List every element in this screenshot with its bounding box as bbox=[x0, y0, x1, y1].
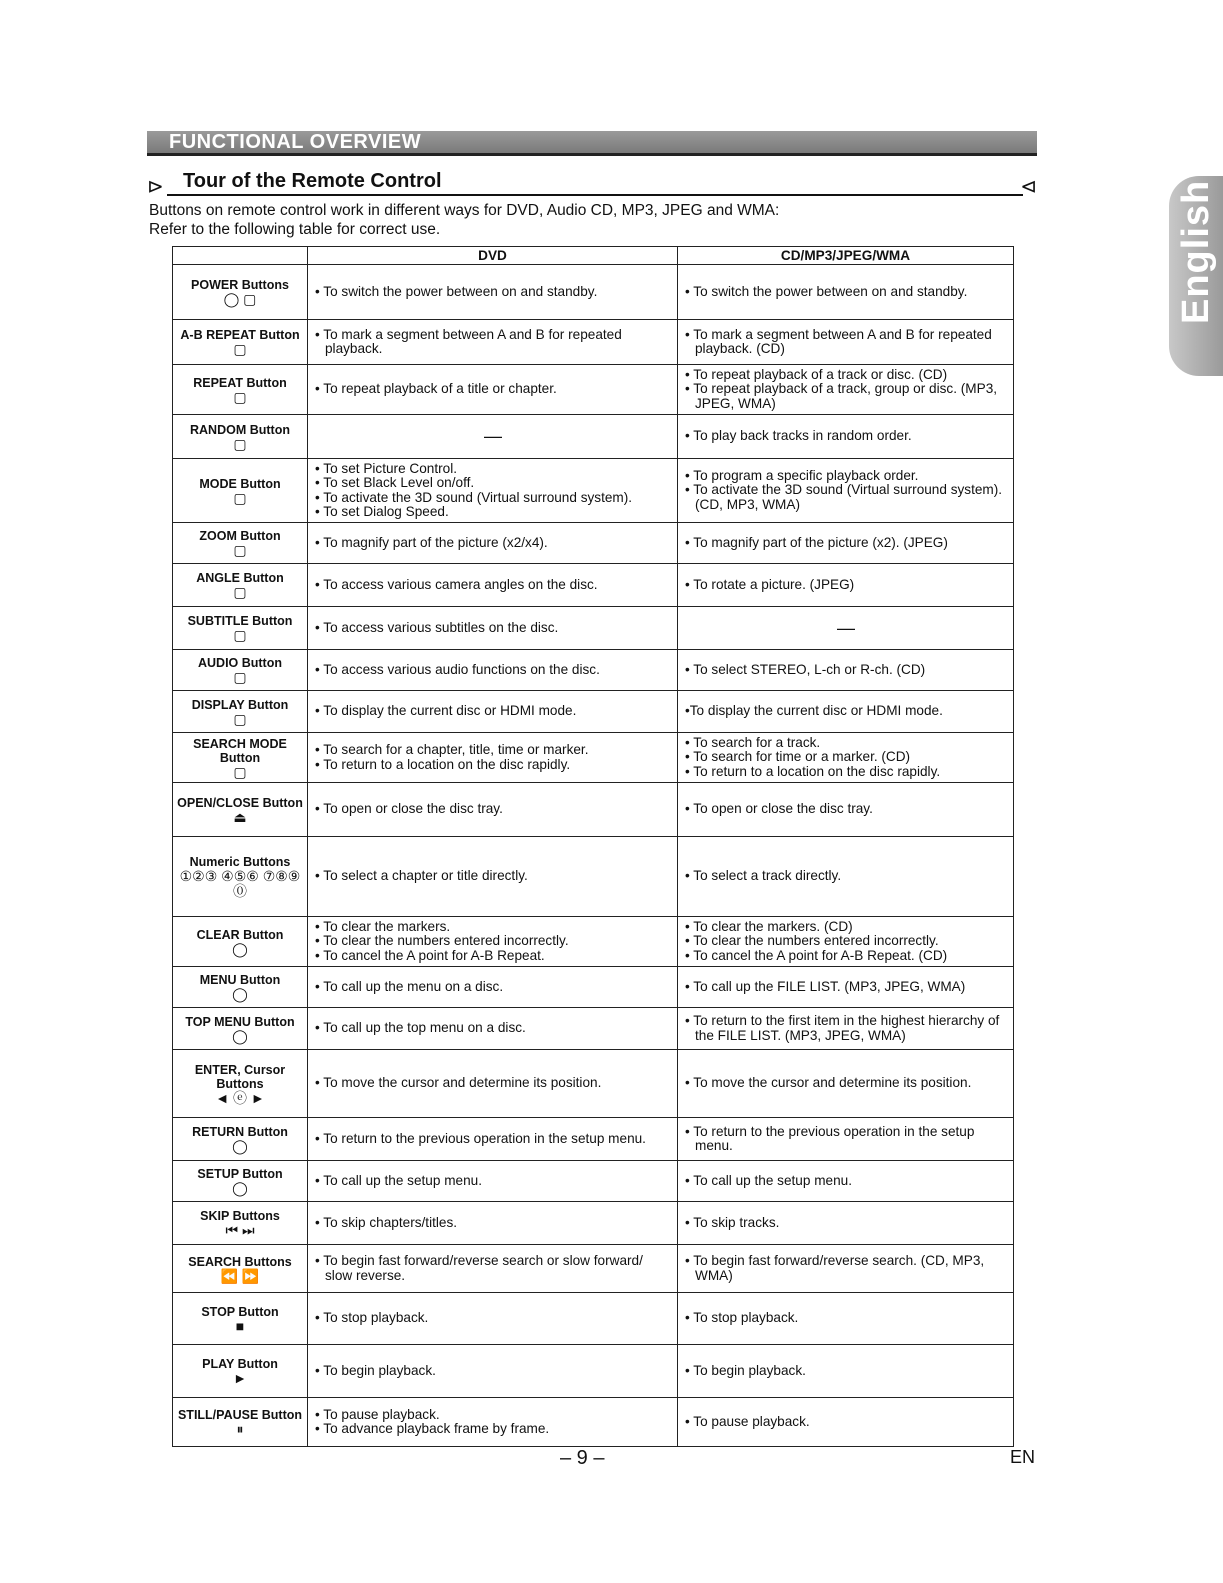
button-cell bbox=[173, 564, 308, 607]
function-line: • To select a track directly. bbox=[685, 868, 842, 884]
dvd-function-cell bbox=[308, 1245, 678, 1293]
function-line: • To clear the markers. (CD) bbox=[685, 918, 853, 934]
not-applicable-dash: — bbox=[837, 617, 855, 638]
function-line: • To begin fast forward/reverse search. (CD, MP3, WMA) bbox=[685, 1253, 985, 1283]
table-row bbox=[173, 783, 1014, 837]
function-line: • To clear the markers. bbox=[315, 918, 451, 934]
table-row bbox=[173, 1202, 1014, 1245]
cd-function-cell bbox=[678, 1398, 1014, 1447]
title-underline bbox=[167, 194, 1023, 196]
button-cell bbox=[173, 320, 308, 365]
button-cell bbox=[173, 1202, 308, 1245]
cd-function-cell bbox=[678, 1161, 1014, 1202]
dvd-function-cell bbox=[308, 564, 678, 607]
cd-function-cell bbox=[678, 607, 1014, 650]
function-line: • To return to a location on the disc rapidly. bbox=[685, 763, 941, 779]
function-line: • To clear the numbers entered incorrectly. bbox=[315, 933, 569, 949]
header-cd: CD/MP3/JPEG/WMA bbox=[678, 247, 1014, 265]
table-row bbox=[173, 459, 1014, 523]
intro-text bbox=[149, 201, 779, 239]
button-cell bbox=[173, 691, 308, 733]
button-name: REPEAT Button bbox=[193, 375, 287, 390]
table-row bbox=[173, 733, 1014, 783]
function-line: • To program a specific playback order. bbox=[685, 467, 919, 483]
cd-function-cell bbox=[678, 265, 1014, 320]
button-name: MODE Button bbox=[199, 476, 281, 491]
cd-function-cell bbox=[678, 733, 1014, 783]
dvd-function-cell bbox=[308, 1398, 678, 1447]
table-row bbox=[173, 1398, 1014, 1447]
dvd-function-cell bbox=[308, 365, 678, 415]
table-row bbox=[173, 1345, 1014, 1398]
function-line: • To return to a location on the disc rapidly. bbox=[315, 756, 571, 772]
function-line: • To search for a track. bbox=[685, 734, 821, 750]
function-line: • To call up the top menu on a disc. bbox=[315, 1020, 526, 1036]
cd-function-cell bbox=[678, 783, 1014, 837]
button-cell bbox=[173, 1050, 308, 1118]
table-row bbox=[173, 1118, 1014, 1161]
dvd-function-cell bbox=[308, 459, 678, 523]
dvd-function-cell bbox=[308, 320, 678, 365]
dvd-function-cell bbox=[308, 1293, 678, 1345]
function-line: • To skip chapters/titles. bbox=[315, 1214, 458, 1230]
table-row bbox=[173, 650, 1014, 691]
function-line: • To pause playback. bbox=[685, 1413, 810, 1429]
remote-button-icon: ▢ bbox=[233, 763, 247, 780]
button-name: SEARCH MODE Button bbox=[193, 736, 287, 765]
function-line: • To stop playback. bbox=[315, 1310, 429, 1326]
button-cell bbox=[173, 650, 308, 691]
remote-button-icon: ⏸ bbox=[236, 1421, 244, 1437]
language-code: EN bbox=[1010, 1447, 1036, 1467]
button-cell bbox=[173, 265, 308, 320]
table-row bbox=[173, 837, 1014, 917]
function-line: • To set Black Level on/off. bbox=[315, 475, 475, 490]
cd-function-cell bbox=[678, 365, 1014, 415]
button-name: ZOOM Button bbox=[199, 529, 281, 543]
function-line: • To select STEREO, L-ch or R-ch. (CD) bbox=[685, 661, 926, 677]
function-line: • To set Picture Control. bbox=[315, 460, 458, 476]
subsection-header bbox=[147, 172, 1037, 198]
remote-button-icon: ◯ ▢ bbox=[223, 291, 257, 307]
function-line: • To activate the 3D sound (Virtual surround system). (CD, MP3, WMA) bbox=[685, 482, 1003, 512]
dvd-function-cell bbox=[308, 691, 678, 733]
function-line: • To rotate a picture. (JPEG) bbox=[685, 576, 855, 592]
table-row bbox=[173, 365, 1014, 415]
dvd-function-cell bbox=[308, 837, 678, 917]
function-line: • To advance playback frame by frame. bbox=[315, 1421, 550, 1436]
button-cell bbox=[173, 837, 308, 917]
table-row bbox=[173, 320, 1014, 365]
header-dvd: DVD bbox=[308, 247, 678, 265]
button-name: STOP Button bbox=[201, 1304, 279, 1319]
button-name: Numeric Buttons bbox=[189, 855, 291, 869]
remote-button-icon: ①②③ ④⑤⑥ ⑦⑧⑨ ⓪ bbox=[179, 868, 301, 899]
remote-button-icon: ▢ bbox=[233, 710, 247, 727]
function-line: • To skip tracks. bbox=[685, 1214, 780, 1230]
table-row bbox=[173, 917, 1014, 967]
button-name: OPEN/CLOSE Button bbox=[177, 795, 303, 810]
function-line: • To open or close the disc tray. bbox=[685, 801, 873, 817]
table-row bbox=[173, 607, 1014, 650]
function-line: • To return to the previous operation in the setup menu. bbox=[315, 1130, 646, 1146]
dvd-function-cell bbox=[308, 1118, 678, 1161]
button-cell bbox=[173, 733, 308, 783]
remote-button-icon: ▢ bbox=[233, 542, 247, 558]
dvd-function-cell bbox=[308, 650, 678, 691]
remote-button-icon: ◄ ⓔ ► bbox=[215, 1089, 265, 1106]
button-cell bbox=[173, 1008, 308, 1050]
function-line: • To magnify part of the picture (x2/x4). bbox=[315, 534, 548, 550]
cd-function-cell bbox=[678, 1245, 1014, 1293]
cd-function-cell bbox=[678, 967, 1014, 1008]
table-row bbox=[173, 691, 1014, 733]
subsection-title: Tour of the Remote Control bbox=[183, 170, 442, 192]
cd-function-cell bbox=[678, 1118, 1014, 1161]
remote-button-icon: ◯ bbox=[232, 1027, 248, 1044]
function-line: • To search for a chapter, title, time or marker. bbox=[315, 742, 589, 757]
function-line: • To switch the power between on and standby. bbox=[315, 283, 598, 299]
button-name: SKIP Buttons bbox=[200, 1209, 280, 1223]
function-line: • To display the current disc or HDMI mode. bbox=[315, 703, 577, 719]
table-row bbox=[173, 967, 1014, 1008]
table-body bbox=[173, 265, 1014, 1447]
function-line: • To call up the setup menu. bbox=[315, 1172, 482, 1188]
function-line: • To switch the power between on and standby. bbox=[685, 283, 968, 299]
function-line: • To access various camera angles on the disc. bbox=[315, 576, 598, 592]
remote-button-icon: ⏏ bbox=[233, 808, 247, 825]
function-line: • To access various audio functions on the disc. bbox=[315, 661, 600, 677]
function-line: • To cancel the A point for A-B Repeat. (CD) bbox=[685, 947, 948, 963]
cd-function-cell bbox=[678, 564, 1014, 607]
dvd-function-cell bbox=[308, 1161, 678, 1202]
button-name: POWER Buttons bbox=[191, 278, 289, 292]
dvd-function-cell bbox=[308, 967, 678, 1008]
function-line: • To mark a segment between A and B for repeated playback. bbox=[315, 326, 622, 356]
dvd-function-cell bbox=[308, 1345, 678, 1398]
button-cell bbox=[173, 1245, 308, 1293]
remote-button-icon: ◯ bbox=[232, 1138, 248, 1154]
button-cell bbox=[173, 523, 308, 564]
button-name: TOP MENU Button bbox=[185, 1014, 295, 1029]
button-cell bbox=[173, 1345, 308, 1398]
dvd-function-cell bbox=[308, 265, 678, 320]
function-line: • To pause playback. bbox=[315, 1406, 440, 1422]
cd-function-cell bbox=[678, 1293, 1014, 1345]
button-name: SEARCH Buttons bbox=[188, 1254, 292, 1269]
language-tab bbox=[1169, 176, 1223, 376]
button-name: ENTER, Cursor Buttons bbox=[194, 1062, 286, 1091]
remote-button-icon: ▢ bbox=[233, 435, 247, 452]
button-name: SUBTITLE Button bbox=[187, 614, 293, 628]
dvd-function-cell bbox=[308, 1202, 678, 1245]
function-line: • To clear the numbers entered incorrectly. bbox=[685, 933, 939, 949]
function-line: • To begin playback. bbox=[315, 1362, 436, 1378]
remote-button-icon: ⏮ ⏭ bbox=[225, 1222, 255, 1238]
table-row bbox=[173, 415, 1014, 459]
cd-function-cell bbox=[678, 1008, 1014, 1050]
function-line: • To repeat playback of a track or disc. (CD) bbox=[685, 366, 948, 382]
cd-function-cell bbox=[678, 523, 1014, 564]
button-name: CLEAR Button bbox=[196, 927, 284, 942]
button-name: SETUP Button bbox=[197, 1167, 283, 1181]
button-name: DISPLAY Button bbox=[191, 697, 289, 712]
button-name: AUDIO Button bbox=[197, 656, 282, 670]
remote-button-icon: ◯ bbox=[232, 940, 248, 957]
function-line: • To call up the menu on a disc. bbox=[315, 978, 504, 994]
button-cell bbox=[173, 459, 308, 523]
table-header-row bbox=[173, 247, 1014, 265]
remote-button-icon: ▢ bbox=[233, 388, 247, 405]
dvd-function-cell bbox=[308, 1050, 678, 1118]
section-title: FUNCTIONAL OVERVIEW bbox=[169, 131, 422, 153]
remote-button-icon: ▢ bbox=[233, 489, 247, 506]
table-row bbox=[173, 1245, 1014, 1293]
function-line: • To return to the first item in the highest hierarchy of the FILE LIST. (MP3, JPEG, WMA) bbox=[685, 1013, 1000, 1043]
function-line: • To repeat playback of a track, group or disc. (MP3, JPEG, WMA) bbox=[685, 381, 998, 411]
button-name: RANDOM Button bbox=[190, 422, 290, 437]
cd-function-cell bbox=[678, 1345, 1014, 1398]
scissor-right-icon: ⊲ bbox=[1020, 176, 1037, 198]
function-line: • To access various subtitles on the disc. bbox=[315, 619, 559, 635]
header-button bbox=[173, 247, 308, 265]
function-line: • To move the cursor and determine its position. bbox=[315, 1075, 602, 1091]
cd-function-cell bbox=[678, 1202, 1014, 1245]
cd-function-cell bbox=[678, 415, 1014, 459]
scissor-left-icon: ⊳ bbox=[147, 176, 164, 198]
dvd-function-cell bbox=[308, 607, 678, 650]
cd-function-cell bbox=[678, 1050, 1014, 1118]
button-cell bbox=[173, 1118, 308, 1161]
function-line: • To move the cursor and determine its position. bbox=[685, 1075, 972, 1091]
button-cell bbox=[173, 917, 308, 967]
function-line: • To select a chapter or title directly. bbox=[315, 868, 528, 884]
dvd-function-cell bbox=[308, 1008, 678, 1050]
page-number: – 9 – bbox=[560, 1447, 605, 1469]
button-name: PLAY Button bbox=[202, 1357, 278, 1371]
dvd-function-cell bbox=[308, 733, 678, 783]
table-row bbox=[173, 1050, 1014, 1118]
function-line: • To activate the 3D sound (Virtual surround system). bbox=[315, 489, 633, 505]
function-line: • To open or close the disc tray. bbox=[315, 801, 503, 817]
button-cell bbox=[173, 1161, 308, 1202]
remote-button-icon: ⏪ ⏩ bbox=[220, 1267, 260, 1284]
function-line: • To search for time or a marker. (CD) bbox=[685, 749, 911, 765]
button-name: RETURN Button bbox=[192, 1125, 288, 1139]
remote-function-table bbox=[172, 246, 1014, 1447]
dvd-function-cell bbox=[308, 415, 678, 459]
button-cell bbox=[173, 415, 308, 459]
function-line: • To begin playback. bbox=[685, 1362, 806, 1378]
button-cell bbox=[173, 1398, 308, 1447]
table-row bbox=[173, 523, 1014, 564]
remote-button-icon: ► bbox=[233, 1370, 247, 1386]
cd-function-cell bbox=[678, 691, 1014, 733]
dvd-function-cell bbox=[308, 917, 678, 967]
button-cell bbox=[173, 1293, 308, 1345]
table-row bbox=[173, 564, 1014, 607]
table-row bbox=[173, 1008, 1014, 1050]
button-name: ANGLE Button bbox=[196, 571, 284, 585]
intro-line-2: Refer to the following table for correct use. bbox=[149, 221, 441, 238]
function-line: • To cancel the A point for A-B Repeat. bbox=[315, 947, 545, 963]
not-applicable-dash: — bbox=[484, 426, 502, 447]
function-line: • To call up the setup menu. bbox=[685, 1172, 852, 1188]
function-line: • To mark a segment between A and B for repeated playback. (CD) bbox=[685, 326, 992, 356]
remote-button-icon: ◯ bbox=[232, 986, 248, 1002]
remote-button-icon: ▢ bbox=[233, 627, 247, 643]
intro-line-1: Buttons on remote control work in different ways for DVD, Audio CD, MP3, JPEG and WMA: bbox=[149, 202, 780, 219]
function-line: • To play back tracks in random order. bbox=[685, 428, 912, 444]
table-row bbox=[173, 265, 1014, 320]
remote-button-icon: ▢ bbox=[233, 341, 247, 357]
remote-button-icon: ■ bbox=[235, 1317, 245, 1334]
function-line: • To repeat playback of a title or chapter. bbox=[315, 381, 557, 397]
button-name: MENU Button bbox=[199, 973, 281, 987]
cd-function-cell bbox=[678, 650, 1014, 691]
function-line: • To begin fast forward/reverse search or slow forward/ slow reverse. bbox=[315, 1253, 643, 1283]
button-cell bbox=[173, 967, 308, 1008]
cd-function-cell bbox=[678, 917, 1014, 967]
dvd-function-cell bbox=[308, 523, 678, 564]
button-cell bbox=[173, 365, 308, 415]
cd-function-cell bbox=[678, 320, 1014, 365]
function-line: •To display the current disc or HDMI mode. bbox=[685, 703, 943, 719]
button-cell bbox=[173, 783, 308, 837]
section-banner bbox=[147, 131, 1037, 156]
cd-function-cell bbox=[678, 459, 1014, 523]
remote-button-icon: ◯ bbox=[232, 1180, 248, 1196]
function-line: • To call up the FILE LIST. (MP3, JPEG, WMA) bbox=[685, 978, 966, 994]
remote-button-icon: ▢ bbox=[233, 669, 247, 685]
remote-button-icon: ▢ bbox=[233, 584, 247, 600]
function-line: • To set Dialog Speed. bbox=[315, 504, 449, 519]
function-line: • To return to the previous operation in the setup menu. bbox=[685, 1123, 975, 1153]
cd-function-cell bbox=[678, 837, 1014, 917]
button-name: STILL/PAUSE Button bbox=[177, 1408, 303, 1422]
table-row bbox=[173, 1161, 1014, 1202]
dvd-function-cell bbox=[308, 783, 678, 837]
function-line: • To magnify part of the picture (x2). (JPEG) bbox=[685, 534, 948, 550]
function-line: • To stop playback. bbox=[685, 1310, 799, 1326]
table-row bbox=[173, 1293, 1014, 1345]
button-cell bbox=[173, 607, 308, 650]
language-tab-label: English bbox=[1175, 179, 1217, 324]
button-name: A-B REPEAT Button bbox=[180, 328, 300, 342]
